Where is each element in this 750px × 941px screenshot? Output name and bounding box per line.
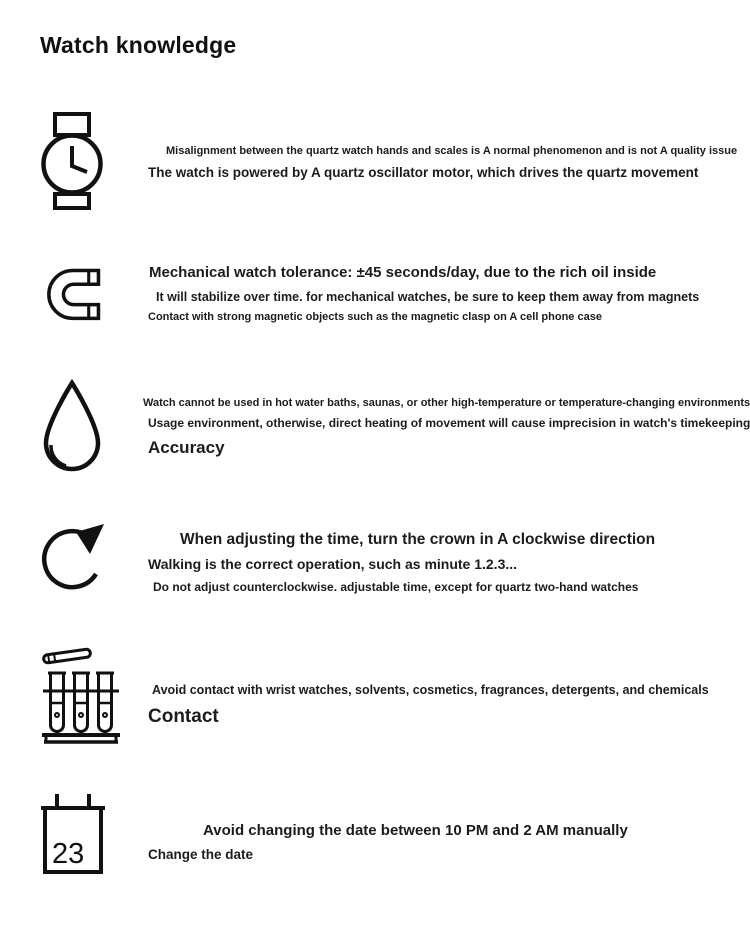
adjustment-note-line: Do not adjust counterclockwise. adjustable time, except for quartz two-hand watches (153, 580, 639, 594)
wristwatch-icon (40, 112, 148, 210)
clockwise-arrow-icon-svg (40, 516, 110, 600)
calendar-icon (40, 790, 148, 876)
section-chemicals-text (148, 645, 709, 734)
magnet-note-line: Contact with strong magnetic objects such as the magnetic clasp on A cell phone case (148, 311, 602, 324)
test-tubes-icon (40, 645, 148, 747)
section-time-adjustment (0, 516, 750, 600)
section-quartz-movement (0, 112, 750, 210)
section-quartz-text (148, 112, 737, 186)
adjustment-headline: When adjusting the time, turn the crown in A clockwise direction (180, 530, 656, 548)
watch-knowledge-page (0, 32, 750, 876)
adjustment-sub-line: Walking is the correct operation, such as minute 1.2.3... (148, 556, 518, 572)
temperature-sub-line: Usage environment, otherwise, direct heating of movement will cause imprecision in watch's timekeeping (148, 416, 750, 431)
magnet-icon (40, 259, 148, 321)
section-magnetism-text (148, 259, 699, 329)
section-temperature-text (143, 379, 750, 464)
water-drop-icon-svg (40, 379, 104, 475)
date-change-sub-line: Change the date (148, 847, 254, 863)
accuracy-heading: Accuracy (148, 438, 225, 458)
section-date-change-text (148, 790, 628, 869)
page-title: Watch knowledge (40, 32, 237, 58)
quartz-note-line: Misalignment between the quartz watch hands and scales is A normal phenomenon and is not A quality issue (166, 145, 738, 157)
contact-heading: Contact (148, 705, 219, 727)
temperature-note-line: Watch cannot be used in hot water baths, saunas, or other high-temperature or temperature-changing environments (143, 396, 750, 409)
section-time-adjustment-text (148, 516, 655, 599)
wristwatch-icon-svg (40, 112, 104, 210)
calendar-day: 23 (52, 837, 85, 870)
magnet-icon-svg (40, 259, 102, 321)
calendar-icon-svg (40, 790, 106, 876)
quartz-main-line: The watch is powered by A quartz oscillator motor, which drives the quartz movement (148, 164, 699, 180)
date-change-headline: Avoid changing the date between 10 PM and 2 AM manually (203, 821, 628, 839)
magnet-sub-line: It will stabilize over time. for mechanical watches, be sure to keep them away from magnets (156, 289, 700, 304)
chemicals-line: Avoid contact with wrist watches, solvents, cosmetics, fragrances, detergents, and chemicals (152, 682, 709, 697)
test-tubes-icon-svg (40, 645, 122, 747)
section-date-change (0, 790, 750, 876)
clockwise-arrow-icon (40, 516, 148, 600)
section-chemicals (0, 645, 750, 747)
water-drop-icon (40, 379, 148, 475)
section-magnetism (0, 259, 750, 329)
magnet-headline: Mechanical watch tolerance: ±45 seconds/day, due to the rich oil inside (149, 264, 657, 281)
section-temperature (0, 379, 750, 475)
